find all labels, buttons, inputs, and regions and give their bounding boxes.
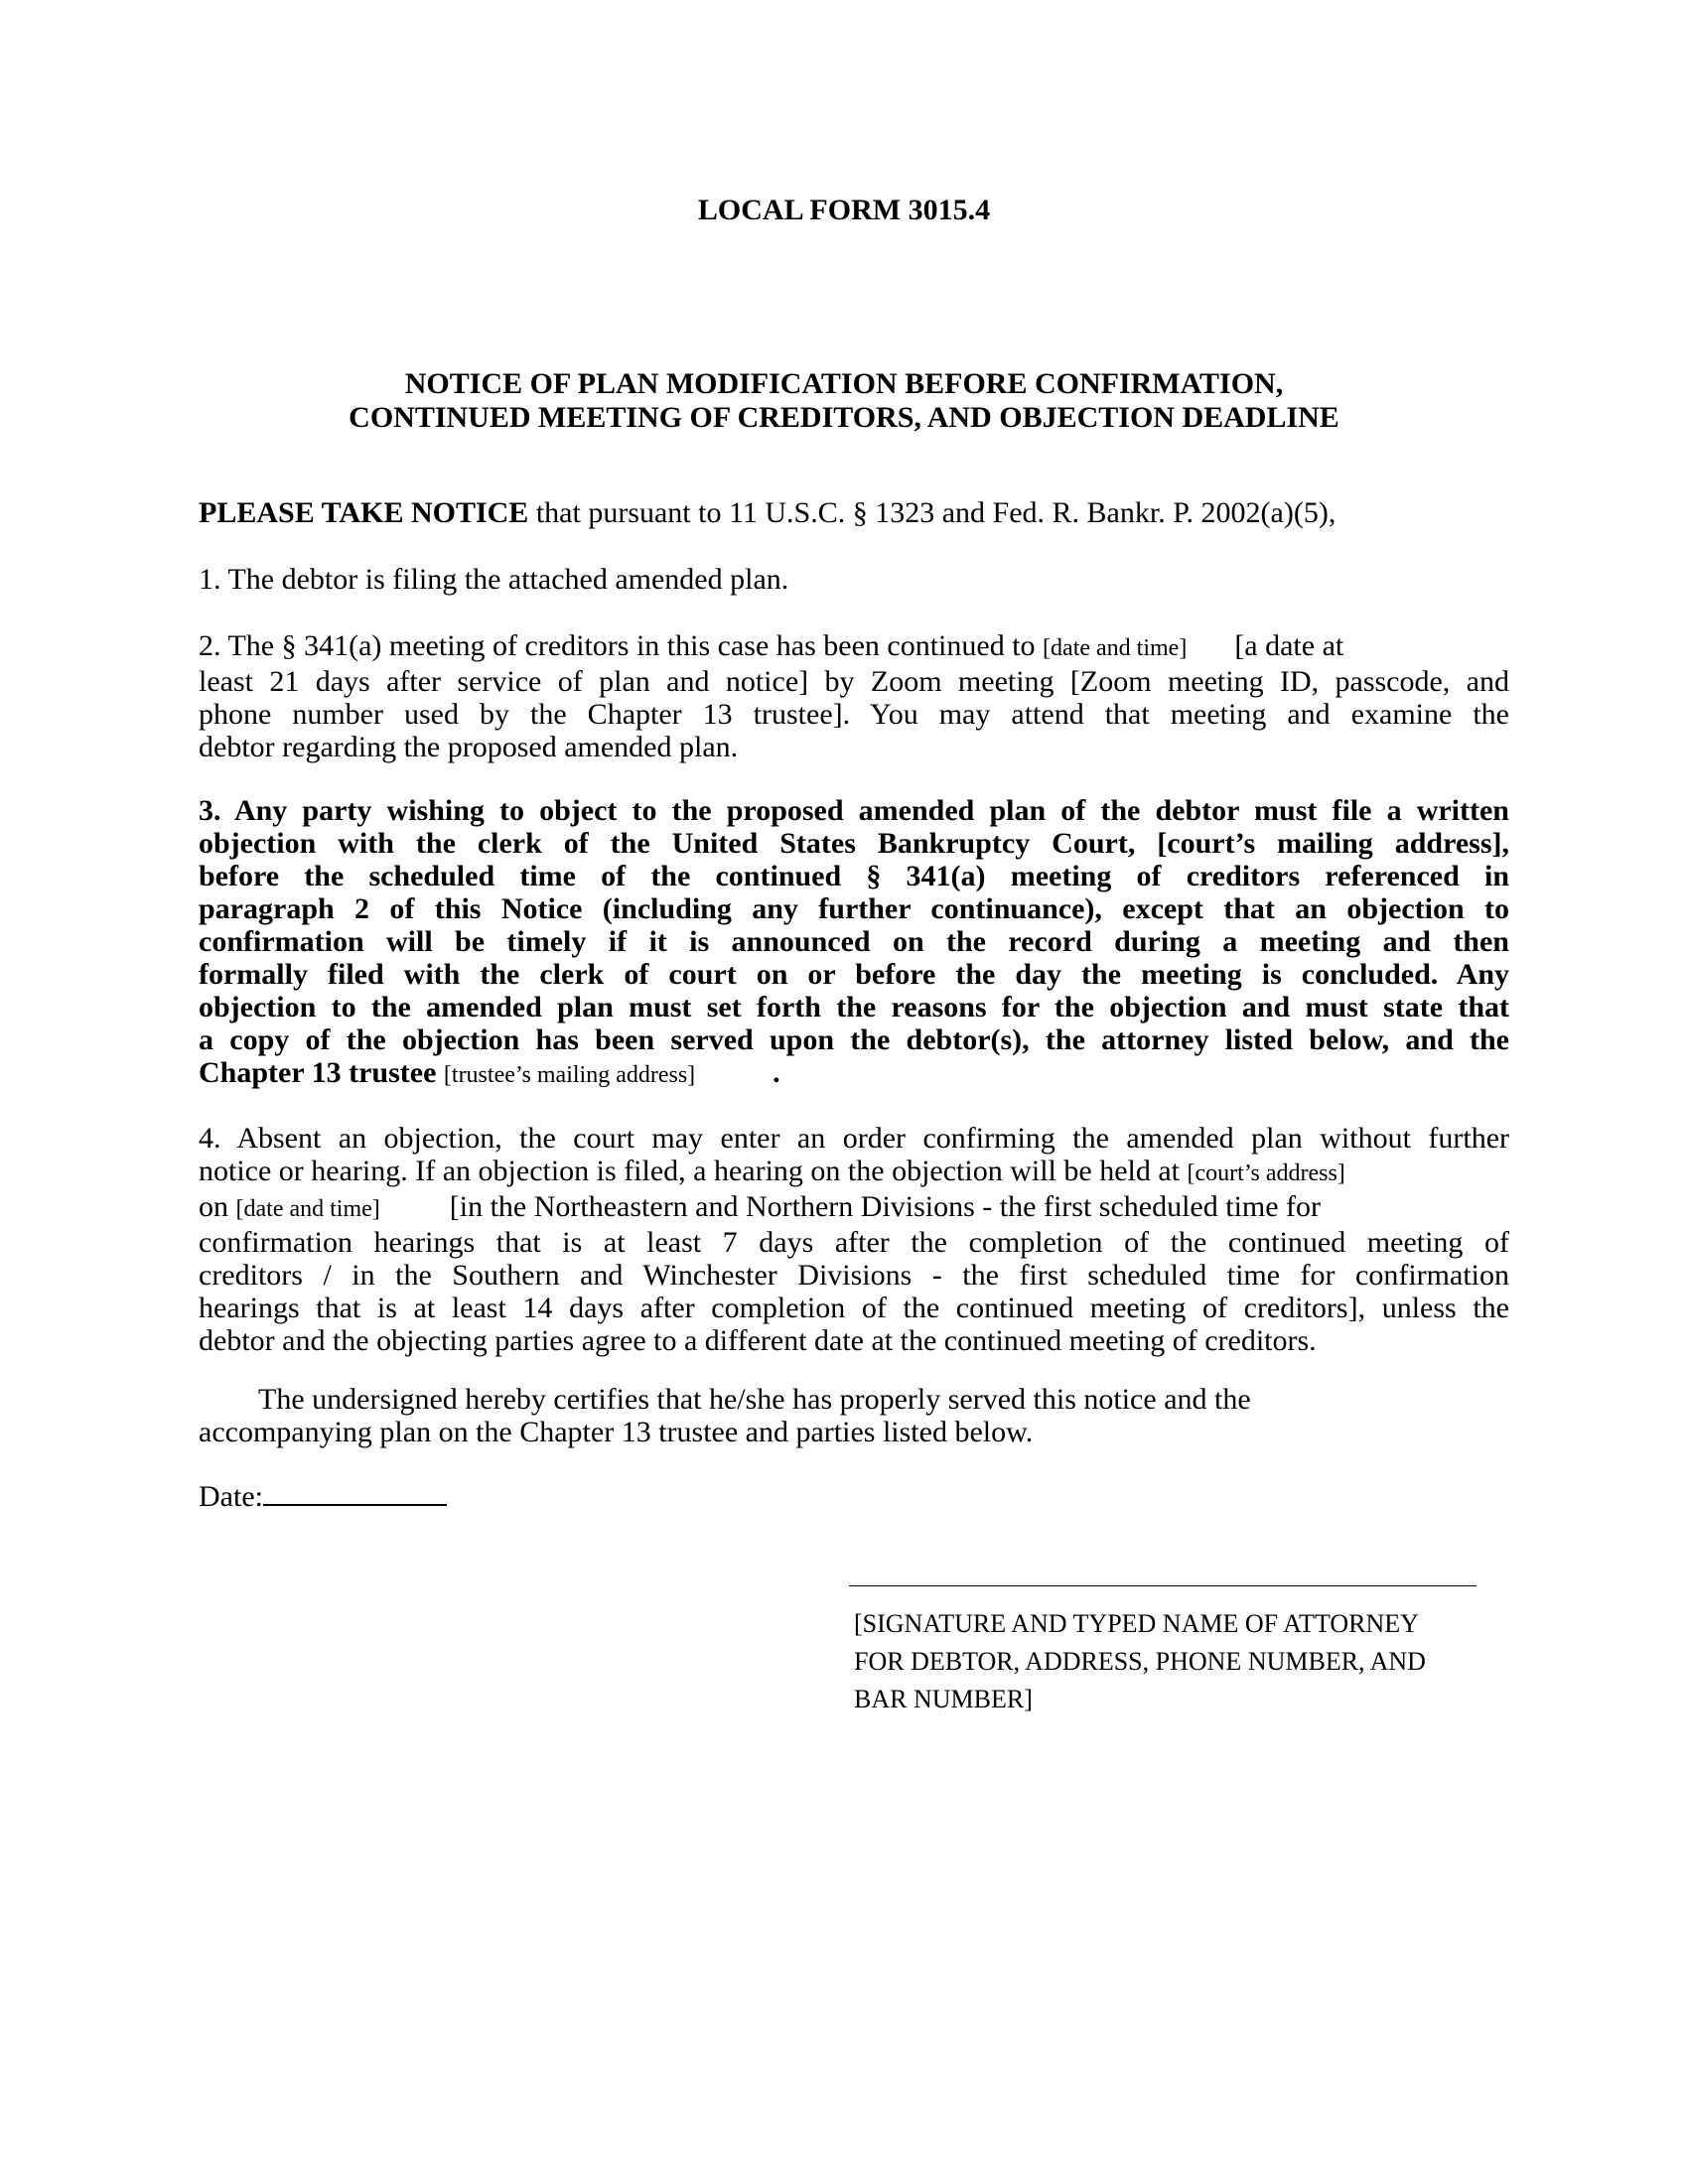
paragraph-3-line-3: before the scheduled time of the continued § 341(a) meeting of creditors referenced in [199, 860, 1509, 892]
certification-line-1: The undersigned hereby certifies that he/she has properly served this notice and the [258, 1383, 1251, 1416]
paragraph-2 [199, 629, 1509, 763]
date-time-field: [date and time] [1043, 635, 1188, 661]
certification-line-2: accompanying plan on the Chapter 13 trustee and parties listed below. [199, 1416, 1034, 1448]
paragraph-2-line-4: debtor regarding the proposed amended plan. [199, 731, 739, 763]
paragraph-4-on: on [199, 1190, 236, 1223]
signature-block-line-1: [SIGNATURE AND TYPED NAME OF ATTORNEY [854, 1609, 1419, 1638]
document-title [0, 367, 1688, 435]
paragraph-3-line-5: confirmation will be timely if it is announced on the record during a meeting and then [199, 925, 1509, 958]
intro-paragraph [199, 496, 1509, 529]
paragraph-2-line-1 [199, 629, 1509, 665]
date-blank-line [263, 1480, 447, 1506]
paragraph-2-line-3: phone number used by the Chapter 13 trustee]. You may attend that meeting and examine the [199, 698, 1509, 731]
title-line-1: NOTICE OF PLAN MODIFICATION BEFORE CONFIRMATION, [404, 367, 1284, 400]
paragraph-4-line-4: confirmation hearings that is at least 7 days after the completion of the continued meeting of [199, 1226, 1509, 1259]
title-line-2: CONTINUED MEETING OF CREDITORS, AND OBJECTION DEADLINE [349, 401, 1339, 434]
date-label: Date: [199, 1480, 263, 1513]
paragraph-4-line-1: 4. Absent an objection, the court may enter an order confirming the amended plan without further [199, 1122, 1509, 1155]
signature-block-line-3: BAR NUMBER] [854, 1685, 1033, 1713]
intro-bold-lead: PLEASE TAKE NOTICE [199, 496, 529, 529]
paragraph-3-line-8: a copy of the objection has been served upon the debtor(s), the attorney listed below, and the [199, 1024, 1509, 1056]
hearing-date-time-field: [date and time] [235, 1196, 380, 1222]
intro-text: that pursuant to 11 U.S.C. § 1323 and Fed. R. Bankr. P. 2002(a)(5), [528, 496, 1336, 529]
paragraph-4-line-2-text: notice or hearing. If an objection is filed, a hearing on the objection will be held at [199, 1155, 1188, 1187]
paragraph-4-line-3 [199, 1190, 1509, 1226]
paragraph-3-line-2: objection with the clerk of the United States Bankruptcy Court, [court’s mailing address], [199, 827, 1509, 860]
chapter-13-trustee-label: Chapter 13 trustee [199, 1056, 437, 1089]
certification-paragraph [199, 1383, 1390, 1448]
paragraph-3-line-9 [199, 1056, 1509, 1092]
paragraph-3 [199, 794, 1509, 1092]
paragraph-4-line-3-tail: [in the Northeastern and Northern Divisions - the first scheduled time for [449, 1190, 1322, 1223]
paragraph-2-line-2: least 21 days after service of plan and notice] by Zoom meeting [Zoom meeting ID, passcode, and [199, 665, 1509, 698]
paragraph-3-line-4: paragraph 2 of this Notice (including any further continuance), except that an objection to [199, 892, 1509, 925]
paragraph-3-line-7: objection to the amended plan must set forth the reasons for the objection and must state that [199, 991, 1509, 1024]
paragraph-1: 1. The debtor is filing the attached amended plan. [199, 563, 789, 596]
paragraph-2-lead: 2. The § 341(a) meeting of creditors in this case has been continued to [199, 629, 1044, 662]
date-row [199, 1480, 1509, 1513]
signature-line [849, 1585, 1477, 1586]
paragraph-4-line-6: hearings that is at least 14 days after completion of the continued meeting of creditors], unless the [199, 1292, 1509, 1324]
paragraph-3-period: . [773, 1056, 780, 1089]
paragraph-4-line-7: debtor and the objecting parties agree to a different date at the continued meeting of creditors. [199, 1324, 1317, 1357]
paragraph-4-line-2 [199, 1155, 1509, 1190]
paragraph-3-line-6: formally filed with the clerk of court on or before the day the meeting is concluded. Any [199, 958, 1509, 991]
paragraph-2-line-1-tail: [a date at [1234, 629, 1344, 662]
signature-block-line-2: FOR DEBTOR, ADDRESS, PHONE NUMBER, AND [854, 1647, 1426, 1676]
paragraph-4 [199, 1122, 1509, 1357]
paragraph-4-line-5: creditors / in the Southern and Winchester Divisions - the first scheduled time for confirmation [199, 1259, 1509, 1292]
signature-block [854, 1605, 1489, 1718]
court-address-field: [court’s address] [1187, 1160, 1345, 1186]
trustee-address-field: [trustee’s mailing address] [443, 1062, 696, 1088]
form-number: LOCAL FORM 3015.4 [697, 194, 991, 226]
paragraph-3-line-1: 3. Any party wishing to object to the proposed amended plan of the debtor must file a written [199, 794, 1509, 827]
